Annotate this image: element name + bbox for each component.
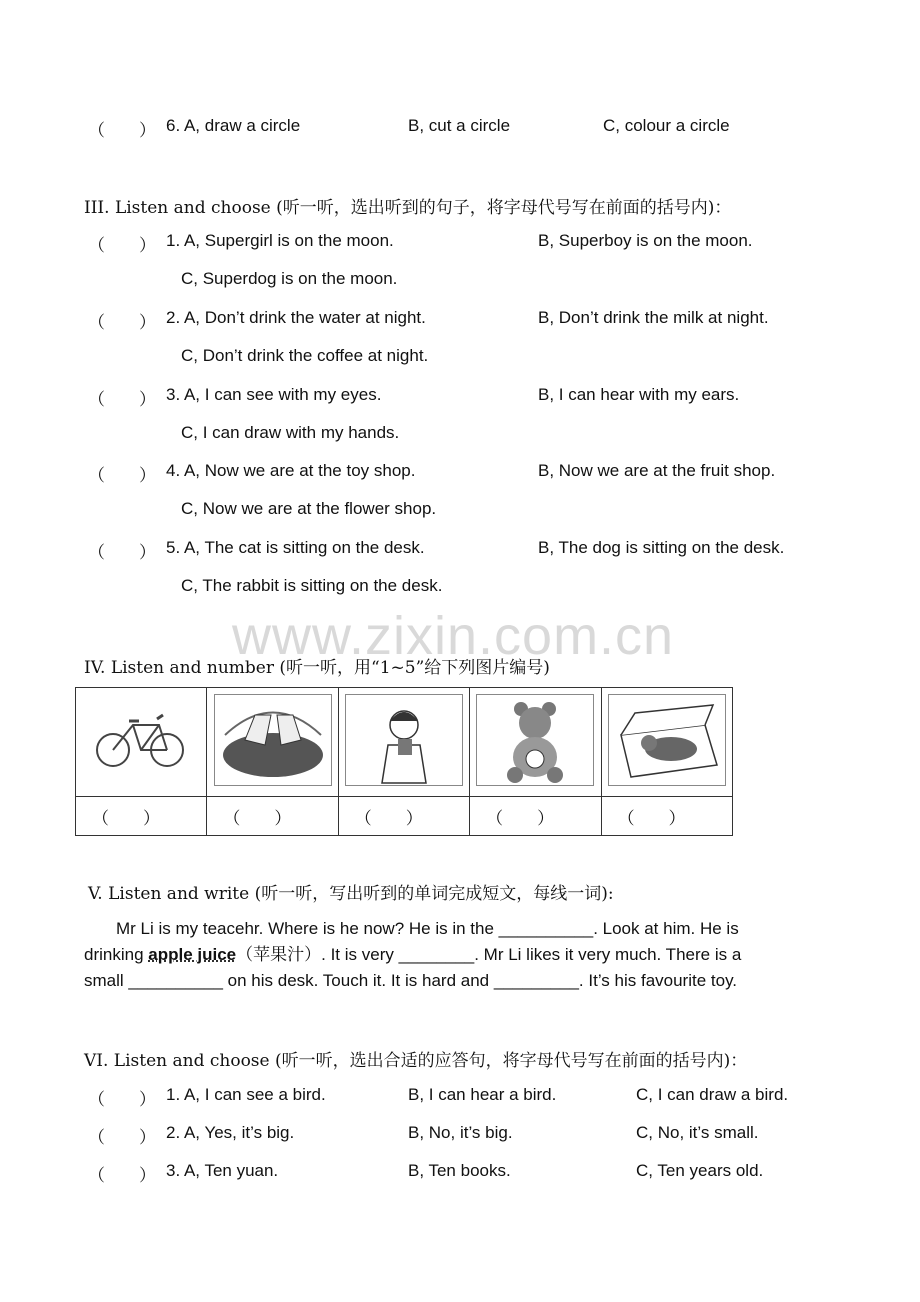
option-a: 5. A, The cat is sitting on the desk. [166,538,425,557]
option-b: B, cut a circle [408,116,511,135]
option-a: 3. A, Ten yuan. [166,1161,279,1180]
answer-paren[interactable]: （ ） [88,313,156,332]
option-c: C, Now we are at the flower shop. [181,499,437,518]
picture-table [75,687,733,836]
option-c: C, Ten years old. [636,1161,764,1180]
answer-paren[interactable]: （ ） [88,236,156,255]
answer-cell[interactable] [601,797,732,836]
picture-cell [601,688,732,797]
picture-cell [470,688,601,797]
option-b: B, Ten books. [408,1161,511,1180]
section-4-heading: IV. Listen and number (听一听，用“1~5”给下列图片编号) [84,658,550,678]
option-a: 2. A, Yes, it’s big. [166,1123,295,1142]
option-b: B, No, it’s big. [408,1123,513,1142]
watermark: www.zixin.com.cn [232,606,675,666]
cat-in-box-picture [608,694,726,786]
passage-line-2-start: drinking [84,945,149,964]
answer-paren[interactable]: （ ） [88,543,156,562]
passage-line-2 [84,942,814,968]
passage-line-2-end: . It is very ________. Mr Li likes it very much. There is a [321,945,742,964]
picture-cell [207,688,338,797]
option-b: B, Superboy is on the moon. [538,231,753,250]
option-b: B, I can hear with my ears. [538,385,740,404]
section-3-heading: III. Listen and choose (听一听，选出听到的句子，将字母代号写在前面的括号内)： [84,198,732,218]
answer-paren[interactable]: （ ） [354,808,423,828]
teddy-bear-picture [476,694,594,786]
option-b: B, I can hear a bird. [408,1085,557,1104]
section-5-heading: V. Listen and write (听一听，写出听到的单词完成短文，每线一词): [88,884,614,904]
apple-juice-word: apple juice [148,945,237,964]
option-c: C, I can draw with my hands. [181,423,400,442]
answer-paren[interactable]: （ ） [92,808,160,828]
option-b: B, Now we are at the fruit shop. [538,461,776,480]
picture-cell [76,688,207,797]
option-a: 4. A, Now we are at the toy shop. [166,461,416,480]
answer-paren[interactable]: （ ） [88,1090,156,1109]
fill-in-passage [84,916,814,994]
option-b: B, Don’t drink the milk at night. [538,308,769,327]
option-c: C, The rabbit is sitting on the desk. [181,576,443,595]
answer-paren[interactable]: （ ） [223,808,292,828]
option-a: 6. A, draw a circle [166,116,301,135]
passage-line-3: small __________ on his desk. Touch it. It is hard and _________. It’s his favourite toy. [84,971,738,990]
option-c: C, I can draw a bird. [636,1085,789,1104]
answer-cell[interactable] [338,797,469,836]
apple-juice-chinese: （苹果汁） [236,945,322,965]
section-6-heading: VI. Listen and choose (听一听，选出合适的应答句，将字母代号写在前面的括号内)： [84,1051,748,1071]
answer-paren[interactable]: （ ） [88,466,156,485]
girl-drinking-picture [345,694,463,786]
option-b: B, The dog is sitting on the desk. [538,538,785,557]
option-c: C, Superdog is on the moon. [181,269,398,288]
option-a: 3. A, I can see with my eyes. [166,385,382,404]
answer-paren[interactable]: （ ） [88,1166,156,1185]
option-a: 1. A, I can see a bird. [166,1085,326,1104]
bicycle-picture [82,694,200,786]
answer-cell[interactable] [470,797,601,836]
hands-on-dough-picture [214,694,332,786]
option-c: C, colour a circle [603,116,730,135]
passage-line-1: Mr Li is my teacehr. Where is he now? He is in the __________. Look at him. He is [116,919,739,938]
answer-paren[interactable]: （ ） [88,121,156,140]
answer-cell[interactable] [207,797,338,836]
picture-cell [338,688,469,797]
option-a: 2. A, Don’t drink the water at night. [166,308,426,327]
option-c: C, No, it’s small. [636,1123,759,1142]
answer-paren[interactable]: （ ） [88,390,156,409]
answer-cell[interactable] [76,797,207,836]
answer-paren[interactable]: （ ） [486,808,555,828]
option-a: 1. A, Supergirl is on the moon. [166,231,394,250]
answer-paren[interactable]: （ ） [617,808,686,828]
answer-paren[interactable]: （ ） [88,1128,156,1147]
option-c: C, Don’t drink the coffee at night. [181,346,429,365]
